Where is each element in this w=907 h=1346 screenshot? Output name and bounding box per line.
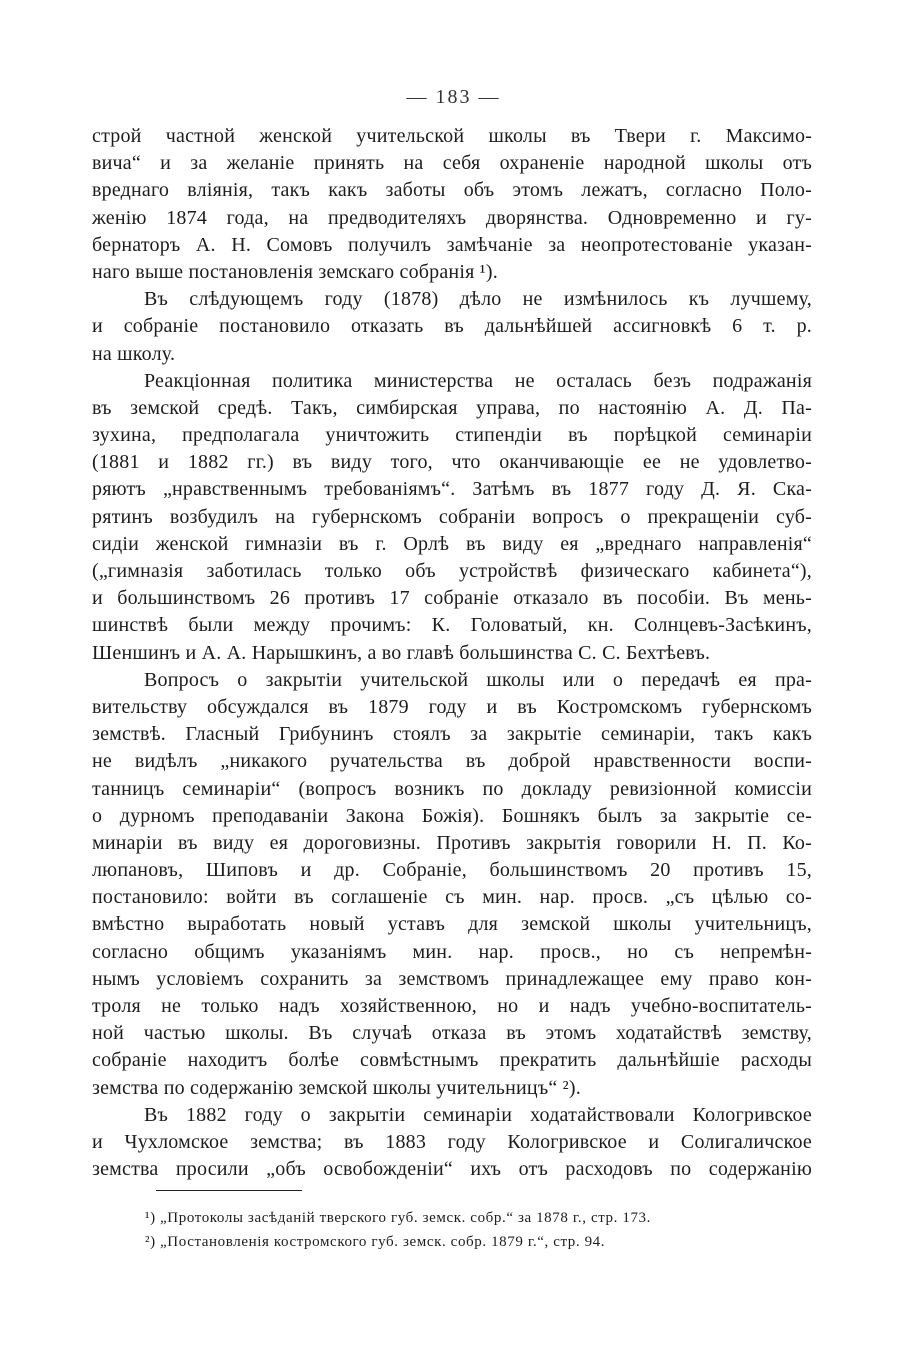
text-line: Въ слѣдующемъ году (1878) дѣло не измѣнилось къ лучшему, [144, 288, 812, 311]
footnotes [145, 1206, 825, 1254]
text-line: Реакціонная политика министерства не осталась безъ подражанія [144, 369, 812, 392]
text-line: наго выше постановленія земскаго собранія ¹). [92, 260, 498, 283]
text-line: собраніе находитъ болѣе совмѣстнымъ прекратить дальнѣйшіе расходы [92, 1049, 812, 1072]
text-line: постановило: войти въ соглашеніе съ мин. нар. просв. „съ цѣлью со- [92, 886, 812, 909]
text-line: въ земской средѣ. Такъ, симбирская управа, по настоянію А. Д. Па- [92, 396, 812, 419]
body-text [92, 123, 812, 1183]
text-line: земства просили „объ освобожденіи“ ихъ отъ расходовъ по содержанію [92, 1158, 812, 1181]
text-line: рятинъ возбудилъ на губернскомъ собраніи вопросъ о прекращеніи суб- [92, 505, 812, 528]
text-line: и Чухломское земства; въ 1883 году Кологривское и Солигаличское [92, 1130, 812, 1153]
text-line: женію 1874 года, на предводителяхъ дворянства. Одновременно и гу- [92, 206, 812, 229]
text-line: Вопросъ о закрытіи учительской школы или о передачѣ ея пра- [144, 668, 812, 691]
page-number: — 183 — [406, 86, 501, 108]
text-line: ряютъ „нравственнымъ требованіямъ“. Затѣмъ въ 1877 году Д. Я. Ска- [92, 478, 812, 501]
text-line: строй частной женской учительской школы въ Твери г. Максимо- [92, 125, 812, 147]
text-line: танницъ семинаріи“ (вопросъ возникъ по докладу ревизіонной комиссіи [92, 777, 812, 800]
text-line: бернаторъ А. Н. Сомовъ получилъ замѣчаніе за неопротестованіе указан- [92, 233, 812, 256]
text-line: сидіи женской гимназіи въ г. Орлѣ въ виду ея „вреднаго направленія“ [92, 532, 812, 555]
text-line: минаріи въ виду ея дороговизны. Противъ закрытія говорили Н. П. Ко- [92, 831, 812, 854]
text-line: на школу. [92, 342, 176, 365]
text-line: вича“ и за желаніе принять на себя охраненіе народной школы отъ [92, 152, 812, 175]
footnote-1: ¹) „Протоколы засѣданій тверского губ. земск. собр.“ за 1878 г., стр. 173. [145, 1210, 651, 1226]
text-line: шинствѣ были между прочимъ: К. Головатый, кн. Солнцевъ-Засѣкинъ, [92, 614, 812, 637]
text-line: земствѣ. Гласный Грибунинъ стоялъ за закрытіе семинаріи, такъ какъ [92, 723, 812, 746]
footnote-divider [156, 1190, 302, 1191]
text-line: вмѣстно выработать новый уставъ для земской школы учительницъ, [92, 913, 812, 936]
text-line: о дурномъ преподаваніи Закона Божія). Бошнякъ былъ за закрытіе се- [92, 804, 812, 827]
text-line: троля не только надъ хозяйственною, но и надъ учебно-воспитатель- [92, 995, 812, 1017]
text-line: не видѣлъ „никакого ручательства въ доброй нравственности воспи- [92, 750, 812, 773]
text-line: („гимназія заботилась только объ устройствѣ физическаго кабинета“), [92, 560, 812, 582]
footnote-2: ²) „Постановленія костромского губ. земск. собр. 1879 г.“, стр. 94. [145, 1234, 606, 1250]
text-line: вреднаго вліянія, такъ какъ заботы объ этомъ лежатъ, согласно Поло- [92, 179, 812, 202]
text-line: Въ 1882 году о закрытіи семинаріи ходатайствовали Кологривское [144, 1103, 812, 1126]
text-line: согласно общимъ указаніямъ мин. нар. просв., но съ непремѣн- [92, 940, 812, 963]
text-line: вительству обсуждался въ 1879 году и въ Костромскомъ губернскомъ [92, 695, 812, 718]
text-line: Шеншинъ и А. А. Нарышкинъ, а во главѣ большинства С. С. Бехтѣевъ. [92, 641, 711, 664]
text-line: и собраніе постановило отказать въ дальнѣйшей ассигновкѣ 6 т. р. [92, 315, 812, 338]
text-line: (1881 и 1882 гг.) въ виду того, что оканчивающіе ее не удовлетво- [92, 451, 812, 474]
text-line: люпановъ, Шиповъ и др. Собраніе, большинствомъ 20 противъ 15, [92, 859, 812, 882]
text-line: нымъ условіемъ сохранить за земствомъ принадлежащее ему право кон- [92, 967, 812, 990]
text-line: зухина, предполагала уничтожить стипендіи въ порѣцкой семинаріи [92, 424, 812, 447]
text-line: земства по содержанію земской школы учительницъ“ ²). [92, 1076, 581, 1099]
text-line: ной частью школы. Въ случаѣ отказа въ этомъ ходатайствѣ земству, [92, 1022, 812, 1045]
text-line: и большинствомъ 26 противъ 17 собраніе отказало въ пособіи. Въ мень- [92, 587, 812, 610]
